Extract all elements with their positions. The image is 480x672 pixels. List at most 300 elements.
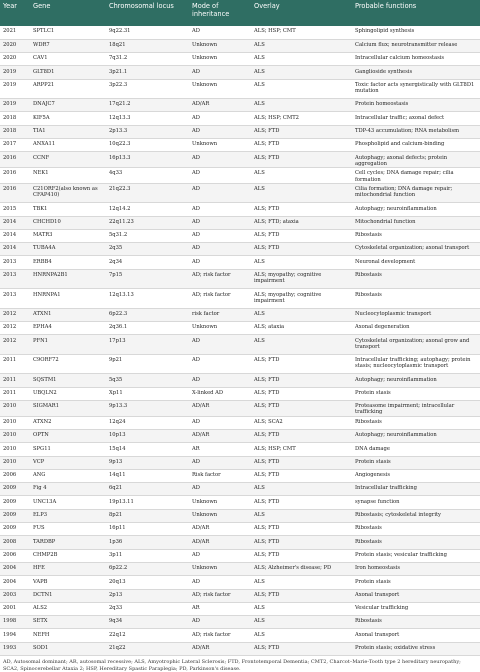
function-cell: Protein stasis bbox=[352, 387, 480, 400]
gene-cell: ERBB4 bbox=[30, 256, 106, 269]
overlay-cell: ALS; FTD bbox=[251, 203, 352, 216]
gene-cell: MATR3 bbox=[30, 229, 106, 242]
overlay-cell: ALS; FTD bbox=[251, 152, 352, 168]
table-row bbox=[0, 125, 480, 138]
gene-cell: ARPP21 bbox=[30, 79, 106, 99]
overlay-cell: ALS bbox=[251, 602, 352, 615]
table-row bbox=[0, 39, 480, 52]
locus-cell: 19p13.11 bbox=[106, 496, 189, 509]
inheritance-cell: AD/AR bbox=[189, 642, 251, 655]
table-row bbox=[0, 229, 480, 242]
inheritance-cell: AD; risk factor bbox=[189, 289, 251, 309]
year-cell: 2009 bbox=[0, 483, 30, 496]
gene-cell: GLT8D1 bbox=[30, 66, 106, 79]
table-row bbox=[0, 387, 480, 400]
function-cell: Toxic factor acts synergistically with GLT8D1 mutation bbox=[352, 79, 480, 99]
function-cell: Cilia formation; DNA damage repair; mitochondrial function bbox=[352, 183, 480, 203]
gene-cell: TARDBP bbox=[30, 536, 106, 549]
overlay-cell: ALS; FTD bbox=[251, 456, 352, 469]
function-cell: Ribostasis; cytoskeletal integrity bbox=[352, 509, 480, 522]
function-cell: Protein stasis bbox=[352, 456, 480, 469]
gene-cell: UNC13A bbox=[30, 496, 106, 509]
year-cell: 2009 bbox=[0, 523, 30, 536]
locus-cell: 7p15 bbox=[106, 269, 189, 289]
inheritance-cell: AD bbox=[189, 168, 251, 184]
locus-cell: 18q21 bbox=[106, 39, 189, 52]
gene-cell: PFN1 bbox=[30, 335, 106, 355]
function-cell: synapse function bbox=[352, 496, 480, 509]
function-cell: Ribostasis bbox=[352, 536, 480, 549]
function-cell: Autophagy; neuroinflammation bbox=[352, 203, 480, 216]
gene-cell: VCP bbox=[30, 456, 106, 469]
inheritance-cell: AD/AR bbox=[189, 400, 251, 416]
overlay-cell: ALS; ataxia bbox=[251, 322, 352, 335]
gene-cell: NEK1 bbox=[30, 168, 106, 184]
locus-cell: 9q34 bbox=[106, 616, 189, 629]
year-cell: 2006 bbox=[0, 469, 30, 482]
year-cell: 2013 bbox=[0, 256, 30, 269]
inheritance-cell: AD bbox=[189, 483, 251, 496]
table-row bbox=[0, 112, 480, 125]
overlay-cell: ALS; myopathy; cognitive impairment bbox=[251, 269, 352, 289]
inheritance-cell: AD bbox=[189, 203, 251, 216]
header-overlay: Overlay bbox=[251, 0, 352, 26]
locus-cell: 17p13 bbox=[106, 335, 189, 355]
table-row bbox=[0, 536, 480, 549]
table-row bbox=[0, 168, 480, 184]
table-row bbox=[0, 576, 480, 589]
inheritance-cell: AD bbox=[189, 416, 251, 429]
table-row bbox=[0, 443, 480, 456]
table-row bbox=[0, 642, 480, 655]
overlay-cell: ALS; FTD bbox=[251, 549, 352, 562]
locus-cell: 2q33 bbox=[106, 602, 189, 615]
function-cell: TDP-43 accumulation; RNA metabolism bbox=[352, 125, 480, 138]
table-row bbox=[0, 289, 480, 309]
table-row bbox=[0, 203, 480, 216]
year-cell: 2013 bbox=[0, 269, 30, 289]
table-row bbox=[0, 616, 480, 629]
gene-cell: HNRNPA1 bbox=[30, 289, 106, 309]
inheritance-cell: Unknown bbox=[189, 53, 251, 66]
function-cell: Cytoskeletal organization; axonal grow and transport bbox=[352, 335, 480, 355]
overlay-cell: ALS; FTD bbox=[251, 354, 352, 374]
table-row bbox=[0, 456, 480, 469]
gene-cell: ALS2 bbox=[30, 602, 106, 615]
year-cell: 2020 bbox=[0, 53, 30, 66]
locus-cell: 9p21 bbox=[106, 354, 189, 374]
function-cell: Intracellular trafficking bbox=[352, 483, 480, 496]
locus-cell: Xp11 bbox=[106, 387, 189, 400]
year-cell: 2004 bbox=[0, 562, 30, 575]
locus-cell: 12q13.3 bbox=[106, 112, 189, 125]
overlay-cell: ALS bbox=[251, 53, 352, 66]
locus-cell: 2q36.1 bbox=[106, 322, 189, 335]
table-row bbox=[0, 243, 480, 256]
table-row bbox=[0, 400, 480, 416]
locus-cell: 6q21 bbox=[106, 483, 189, 496]
overlay-cell: ALS bbox=[251, 629, 352, 642]
year-cell: 2014 bbox=[0, 243, 30, 256]
gene-cell: NEFH bbox=[30, 629, 106, 642]
inheritance-cell: AD bbox=[189, 216, 251, 229]
gene-cell: SPTLC1 bbox=[30, 26, 106, 39]
inheritance-cell: AD bbox=[189, 549, 251, 562]
overlay-cell: ALS; FTD bbox=[251, 243, 352, 256]
year-cell: 2019 bbox=[0, 79, 30, 99]
inheritance-cell: AD/AR bbox=[189, 536, 251, 549]
overlay-cell: ALS bbox=[251, 308, 352, 321]
table-row bbox=[0, 269, 480, 289]
overlay-cell: ALS bbox=[251, 168, 352, 184]
locus-cell: 10p13 bbox=[106, 429, 189, 442]
header-row bbox=[0, 0, 480, 26]
table-row bbox=[0, 549, 480, 562]
overlay-cell: ALS; FTD bbox=[251, 589, 352, 602]
table-row bbox=[0, 496, 480, 509]
year-cell: 2011 bbox=[0, 374, 30, 387]
overlay-cell: ALS bbox=[251, 39, 352, 52]
inheritance-cell: X-linked AD bbox=[189, 387, 251, 400]
function-cell: Protein homeostasis bbox=[352, 99, 480, 112]
inheritance-cell: Unknown bbox=[189, 139, 251, 152]
locus-cell: 12q14.2 bbox=[106, 203, 189, 216]
gene-cell: C9ORF72 bbox=[30, 354, 106, 374]
year-cell: 2016 bbox=[0, 168, 30, 184]
gene-cell: ATXN1 bbox=[30, 308, 106, 321]
gene-cell: FUS bbox=[30, 523, 106, 536]
overlay-cell: ALS; SCA2 bbox=[251, 416, 352, 429]
inheritance-cell: AD bbox=[189, 335, 251, 355]
function-cell: Neuronal development bbox=[352, 256, 480, 269]
year-cell: 2019 bbox=[0, 66, 30, 79]
table-row bbox=[0, 602, 480, 615]
overlay-cell: ALS; FTD bbox=[251, 469, 352, 482]
inheritance-cell: Unknown bbox=[189, 509, 251, 522]
overlay-cell: ALS; HSP; CMT bbox=[251, 443, 352, 456]
gene-cell: CHCHD10 bbox=[30, 216, 106, 229]
function-cell: Calcium flux; neurotransmitter release bbox=[352, 39, 480, 52]
function-cell: Ribostasis bbox=[352, 616, 480, 629]
inheritance-cell: AD bbox=[189, 256, 251, 269]
inheritance-cell: AR bbox=[189, 443, 251, 456]
inheritance-cell: Unknown bbox=[189, 496, 251, 509]
gene-cell: SOD1 bbox=[30, 642, 106, 655]
table-header bbox=[0, 0, 480, 26]
function-cell: Ganglioside synthesis bbox=[352, 66, 480, 79]
gene-cell: CCNF bbox=[30, 152, 106, 168]
locus-cell: 4q33 bbox=[106, 168, 189, 184]
locus-cell: 2p13 bbox=[106, 589, 189, 602]
year-cell: 2013 bbox=[0, 289, 30, 309]
table-row bbox=[0, 139, 480, 152]
overlay-cell: ALS bbox=[251, 335, 352, 355]
gene-cell: VAPB bbox=[30, 576, 106, 589]
table-row bbox=[0, 469, 480, 482]
locus-cell: 16p11 bbox=[106, 523, 189, 536]
year-cell: 2009 bbox=[0, 496, 30, 509]
overlay-cell: ALS; FTD bbox=[251, 125, 352, 138]
inheritance-cell: AD/AR bbox=[189, 99, 251, 112]
overlay-cell: ALS; HSP; CMT2 bbox=[251, 112, 352, 125]
function-cell: Protein stasis bbox=[352, 576, 480, 589]
gene-cell: ATXN2 bbox=[30, 416, 106, 429]
table-row bbox=[0, 256, 480, 269]
gene-cell: DNAJC7 bbox=[30, 99, 106, 112]
inheritance-cell: AD bbox=[189, 243, 251, 256]
gene-cell: CHMP2B bbox=[30, 549, 106, 562]
locus-cell: 3p22.3 bbox=[106, 79, 189, 99]
year-cell: 2015 bbox=[0, 203, 30, 216]
table-row bbox=[0, 53, 480, 66]
overlay-cell: ALS; FTD bbox=[251, 429, 352, 442]
table-row bbox=[0, 354, 480, 374]
gene-cell: ANXA11 bbox=[30, 139, 106, 152]
inheritance-cell: AD; risk factor bbox=[189, 269, 251, 289]
function-cell: Vesicular trafficking bbox=[352, 602, 480, 615]
header-probable-functions: Probable functions bbox=[352, 0, 480, 26]
gene-cell: TIA1 bbox=[30, 125, 106, 138]
locus-cell: 9p13 bbox=[106, 456, 189, 469]
function-cell: Ribostasis bbox=[352, 229, 480, 242]
inheritance-cell: AD bbox=[189, 152, 251, 168]
overlay-cell: ALS; FTD; ataxia bbox=[251, 216, 352, 229]
locus-cell: 2q35 bbox=[106, 243, 189, 256]
function-cell: Axonal transport bbox=[352, 629, 480, 642]
header-year: Year bbox=[0, 0, 30, 26]
header-mode-of-inheritance: Mode of inheritance bbox=[189, 0, 251, 26]
overlay-cell: ALS bbox=[251, 483, 352, 496]
function-cell: Cytoskeletal organization; axonal transport bbox=[352, 243, 480, 256]
locus-cell: 6p22.3 bbox=[106, 308, 189, 321]
table-row bbox=[0, 483, 480, 496]
table-row bbox=[0, 509, 480, 522]
inheritance-cell: Unknown bbox=[189, 39, 251, 52]
overlay-cell: ALS; FTD bbox=[251, 229, 352, 242]
locus-cell: 17q21.2 bbox=[106, 99, 189, 112]
table-row bbox=[0, 79, 480, 99]
function-cell: Ribostasis bbox=[352, 416, 480, 429]
year-cell: 2018 bbox=[0, 112, 30, 125]
year-cell: 2010 bbox=[0, 416, 30, 429]
inheritance-cell: AD bbox=[189, 26, 251, 39]
locus-cell: 1p36 bbox=[106, 536, 189, 549]
year-cell: 2011 bbox=[0, 354, 30, 374]
gene-cell: ELP3 bbox=[30, 509, 106, 522]
locus-cell: 3p21.1 bbox=[106, 66, 189, 79]
function-cell: Nucleocytoplasmic transport bbox=[352, 308, 480, 321]
locus-cell: 15q14 bbox=[106, 443, 189, 456]
inheritance-cell: Unknown bbox=[189, 562, 251, 575]
gene-cell: EPHA4 bbox=[30, 322, 106, 335]
inheritance-cell: AD; risk factor bbox=[189, 629, 251, 642]
inheritance-cell: AD bbox=[189, 374, 251, 387]
function-cell: Intracellular traffic; axonal defect bbox=[352, 112, 480, 125]
function-cell: Phospholipid and calcium-binding bbox=[352, 139, 480, 152]
inheritance-cell: AD bbox=[189, 576, 251, 589]
function-cell: Mitochondrial function bbox=[352, 216, 480, 229]
locus-cell: 2q34 bbox=[106, 256, 189, 269]
function-cell: Intracellular trafficking; autophagy; protein stasis; nucleocytoplasmic transport bbox=[352, 354, 480, 374]
overlay-cell: ALS bbox=[251, 616, 352, 629]
year-cell: 2011 bbox=[0, 387, 30, 400]
overlay-cell: ALS bbox=[251, 256, 352, 269]
gene-cell: C21ORF2(also known as CFAP410) bbox=[30, 183, 106, 203]
function-cell: Axonal transport bbox=[352, 589, 480, 602]
year-cell: 1998 bbox=[0, 616, 30, 629]
inheritance-cell: AD bbox=[189, 125, 251, 138]
header-gene: Gene bbox=[30, 0, 106, 26]
inheritance-cell: AD bbox=[189, 616, 251, 629]
overlay-cell: ALS bbox=[251, 183, 352, 203]
locus-cell: 21q22 bbox=[106, 642, 189, 655]
table-row bbox=[0, 589, 480, 602]
table-row bbox=[0, 416, 480, 429]
gene-cell: SETX bbox=[30, 616, 106, 629]
overlay-cell: ALS bbox=[251, 509, 352, 522]
table-row bbox=[0, 562, 480, 575]
year-cell: 2014 bbox=[0, 216, 30, 229]
year-cell: 2010 bbox=[0, 443, 30, 456]
table-row bbox=[0, 152, 480, 168]
year-cell: 2018 bbox=[0, 125, 30, 138]
overlay-cell: ALS bbox=[251, 79, 352, 99]
locus-cell: 5q35 bbox=[106, 374, 189, 387]
year-cell: 2012 bbox=[0, 335, 30, 355]
gene-cell: Fig 4 bbox=[30, 483, 106, 496]
inheritance-cell: AD/AR bbox=[189, 429, 251, 442]
table-row bbox=[0, 523, 480, 536]
locus-cell: 8p21 bbox=[106, 509, 189, 522]
table-row bbox=[0, 322, 480, 335]
year-cell: 2014 bbox=[0, 229, 30, 242]
inheritance-cell: Unknown bbox=[189, 322, 251, 335]
gene-cell: TBK1 bbox=[30, 203, 106, 216]
function-cell: Ribostasis bbox=[352, 269, 480, 289]
function-cell: Sphingolipid synthesis bbox=[352, 26, 480, 39]
gene-cell: UBQLN2 bbox=[30, 387, 106, 400]
locus-cell: 5q31.2 bbox=[106, 229, 189, 242]
inheritance-cell: risk factor bbox=[189, 308, 251, 321]
inheritance-cell: AD bbox=[189, 354, 251, 374]
gene-cell: SIGMAR1 bbox=[30, 400, 106, 416]
overlay-cell: ALS; FTD bbox=[251, 139, 352, 152]
overlay-cell: ALS; HSP; CMT bbox=[251, 26, 352, 39]
inheritance-cell: Unknown bbox=[189, 79, 251, 99]
locus-cell: 16p13.3 bbox=[106, 152, 189, 168]
gene-cell: ANG bbox=[30, 469, 106, 482]
table-row bbox=[0, 99, 480, 112]
table-body bbox=[0, 26, 480, 656]
locus-cell: 12q24 bbox=[106, 416, 189, 429]
locus-cell: 7q31.2 bbox=[106, 53, 189, 66]
gene-cell: DCTN1 bbox=[30, 589, 106, 602]
function-cell: Protein stasis; vesicular trafficking bbox=[352, 549, 480, 562]
table-row bbox=[0, 26, 480, 39]
overlay-cell: ALS; FTD bbox=[251, 523, 352, 536]
locus-cell: 2p13.3 bbox=[106, 125, 189, 138]
year-cell: 2008 bbox=[0, 536, 30, 549]
overlay-cell: ALS; Alzheimer's disease; PD bbox=[251, 562, 352, 575]
function-cell: Autophagy; neuroinflammation bbox=[352, 374, 480, 387]
overlay-cell: ALS bbox=[251, 576, 352, 589]
gene-cell: HNRNPA2B1 bbox=[30, 269, 106, 289]
function-cell: Cell cycles; DNA damage repair; cilia formation bbox=[352, 168, 480, 184]
function-cell: Intracellular calcium homeostasis bbox=[352, 53, 480, 66]
year-cell: 2012 bbox=[0, 308, 30, 321]
function-cell: Angiogenesis bbox=[352, 469, 480, 482]
inheritance-cell: AD/AR bbox=[189, 523, 251, 536]
table-row bbox=[0, 183, 480, 203]
table-row bbox=[0, 308, 480, 321]
gene-cell: OPTN bbox=[30, 429, 106, 442]
gene-cell: SPG11 bbox=[30, 443, 106, 456]
table-row bbox=[0, 216, 480, 229]
overlay-cell: ALS; FTD bbox=[251, 642, 352, 655]
locus-cell: 22q12 bbox=[106, 629, 189, 642]
table-row bbox=[0, 629, 480, 642]
inheritance-cell: AR bbox=[189, 602, 251, 615]
year-cell: 2009 bbox=[0, 509, 30, 522]
table-row bbox=[0, 374, 480, 387]
inheritance-cell: AD; risk factor bbox=[189, 589, 251, 602]
locus-cell: 22q11.23 bbox=[106, 216, 189, 229]
overlay-cell: ALS; FTD bbox=[251, 400, 352, 416]
function-cell: Proteasome impairment; intracellular trafficking bbox=[352, 400, 480, 416]
function-cell: Ribostasis bbox=[352, 523, 480, 536]
gene-cell: SQSTM1 bbox=[30, 374, 106, 387]
year-cell: 2021 bbox=[0, 26, 30, 39]
function-cell: Axonal degeneration bbox=[352, 322, 480, 335]
overlay-cell: ALS bbox=[251, 66, 352, 79]
function-cell: DNA damage bbox=[352, 443, 480, 456]
locus-cell: 12q13.13 bbox=[106, 289, 189, 309]
year-cell: 2012 bbox=[0, 322, 30, 335]
overlay-cell: ALS bbox=[251, 99, 352, 112]
year-cell: 2010 bbox=[0, 456, 30, 469]
year-cell: 2016 bbox=[0, 183, 30, 203]
year-cell: 2001 bbox=[0, 602, 30, 615]
gene-cell: HFE bbox=[30, 562, 106, 575]
locus-cell: 21q22.3 bbox=[106, 183, 189, 203]
year-cell: 2020 bbox=[0, 39, 30, 52]
year-cell: 1993 bbox=[0, 642, 30, 655]
gene-cell: KIF5A bbox=[30, 112, 106, 125]
year-cell: 2010 bbox=[0, 429, 30, 442]
locus-cell: 6p22.2 bbox=[106, 562, 189, 575]
table-row bbox=[0, 335, 480, 355]
locus-cell: 20q13 bbox=[106, 576, 189, 589]
inheritance-cell: AD bbox=[189, 456, 251, 469]
overlay-cell: ALS; myopathy; cognitive impairment bbox=[251, 289, 352, 309]
function-cell: Autophagy; axonal defects; protein aggregation bbox=[352, 152, 480, 168]
table-row bbox=[0, 66, 480, 79]
locus-cell: 3p11 bbox=[106, 549, 189, 562]
function-cell: Protein stasis; oxidative stress bbox=[352, 642, 480, 655]
inheritance-cell: Risk factor bbox=[189, 469, 251, 482]
overlay-cell: ALS; FTD bbox=[251, 387, 352, 400]
inheritance-cell: AD bbox=[189, 112, 251, 125]
inheritance-cell: AD bbox=[189, 229, 251, 242]
locus-cell: 14q11 bbox=[106, 469, 189, 482]
gene-cell: WDR7 bbox=[30, 39, 106, 52]
year-cell: 2006 bbox=[0, 549, 30, 562]
overlay-cell: ALS; FTD bbox=[251, 496, 352, 509]
inheritance-cell: AD bbox=[189, 66, 251, 79]
header-chromosomal-locus: Chromosomal locus bbox=[106, 0, 189, 26]
gene-cell: TUBA4A bbox=[30, 243, 106, 256]
overlay-cell: ALS; FTD bbox=[251, 374, 352, 387]
